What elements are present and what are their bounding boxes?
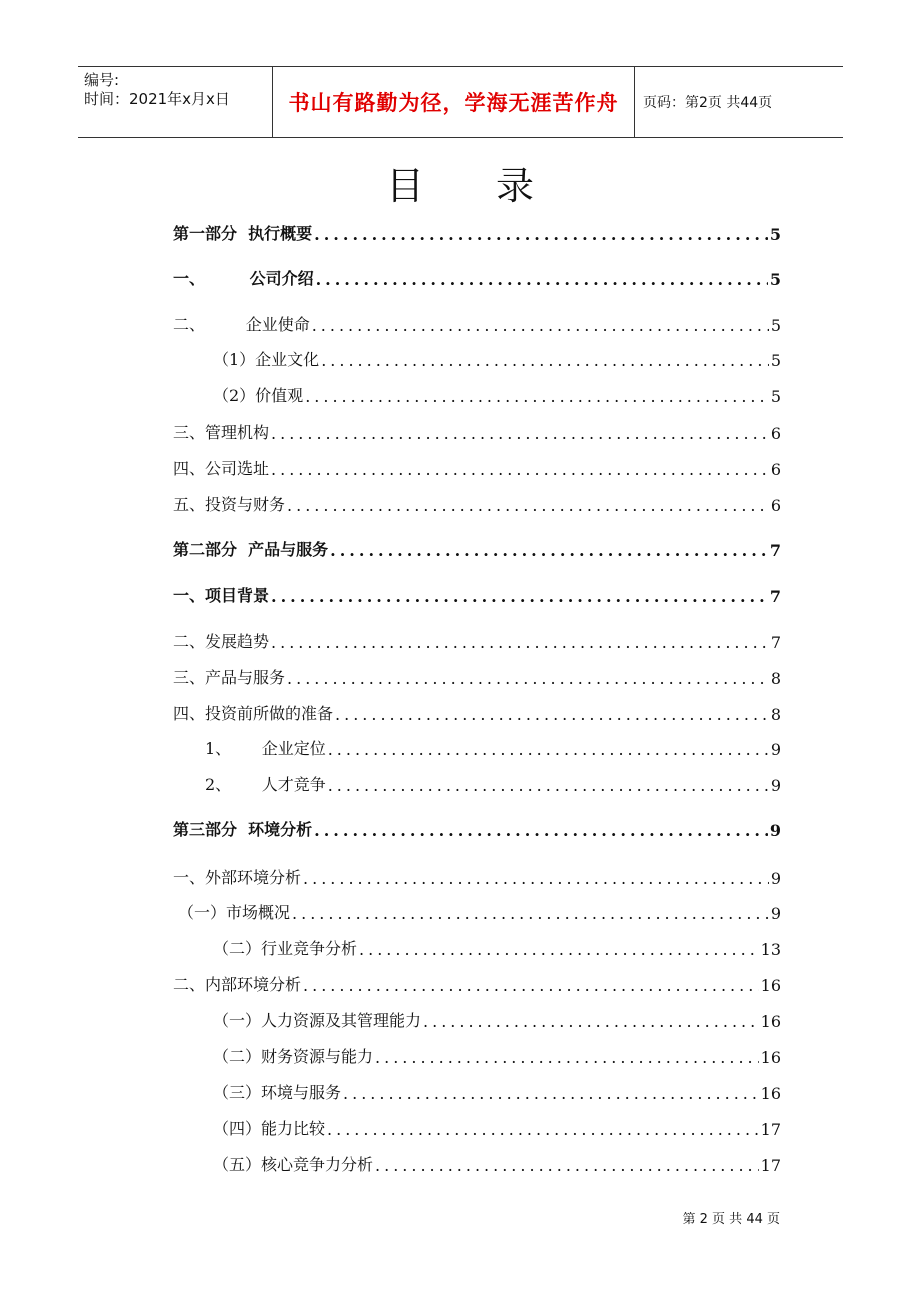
toc-entry-page: 16 (760, 1048, 781, 1067)
toc-entry[interactable] (213, 1115, 781, 1139)
toc-entry-label: 二、发展趋势 (173, 632, 270, 651)
toc-entry[interactable] (205, 735, 781, 759)
toc-entry[interactable] (173, 664, 781, 688)
toc-entry-page: 5 (770, 351, 781, 370)
toc-entry-page: 5 (769, 270, 781, 289)
toc-entry-page: 9 (770, 869, 781, 888)
header-page-label: 页码：第2页 共44页 (643, 95, 773, 111)
toc-entry-page: 16 (760, 1012, 781, 1031)
date-label: 时间：2021年x月x日 (84, 90, 230, 108)
toc-leader-dots (305, 387, 769, 406)
toc-entry-page: 9 (770, 776, 781, 795)
toc-leader-dots (271, 460, 769, 479)
toc-entry-label: （三）环境与服务 (213, 1083, 342, 1102)
toc-entry[interactable] (213, 1079, 781, 1103)
toc-entry-label: （一）人力资源及其管理能力 (213, 1011, 422, 1030)
toc-entry-page: 9 (769, 821, 781, 840)
number-label: 编号: (84, 71, 120, 89)
toc-entry-label: 第二部分 产品与服务 (173, 540, 329, 559)
toc-entry-label: （1）企业文化 (213, 350, 320, 369)
toc-entry[interactable] (173, 455, 781, 479)
toc-entry-label: 二、 企业使命 (173, 315, 310, 334)
toc-entry-label: 一、外部环境分析 (173, 868, 302, 887)
toc-leader-dots (303, 976, 759, 995)
toc-entry[interactable] (213, 935, 781, 959)
toc-entry-page: 16 (760, 976, 781, 995)
header-motto: 书山有路勤为径，学海无涯苦作舟 (273, 67, 635, 137)
toc-leader-dots (330, 541, 768, 560)
header-left-cell (78, 67, 273, 137)
toc-leader-dots (375, 1156, 759, 1175)
toc-entry[interactable] (173, 816, 781, 840)
toc-entry-page: 6 (770, 460, 781, 479)
toc-entry[interactable] (173, 628, 781, 652)
toc-leader-dots (343, 1084, 759, 1103)
toc-entry-label: 第三部分 环境分析 (173, 820, 313, 839)
toc-entry[interactable] (173, 536, 781, 560)
toc-entry[interactable] (213, 1007, 781, 1031)
toc-entry[interactable] (173, 971, 781, 995)
toc-entry[interactable] (173, 582, 781, 606)
toc-entry-page: 9 (770, 740, 781, 759)
toc-leader-dots (328, 740, 769, 759)
toc-leader-dots (359, 940, 759, 959)
page-header (78, 66, 843, 138)
toc-entry[interactable] (173, 700, 781, 724)
toc-entry-page: 6 (770, 424, 781, 443)
toc-entry-page: 8 (770, 705, 781, 724)
toc-entry[interactable] (173, 265, 781, 289)
toc-entry[interactable] (178, 899, 781, 923)
toc-leader-dots (316, 270, 768, 289)
toc-leader-dots (312, 316, 769, 335)
toc-entry-page: 16 (760, 1084, 781, 1103)
toc-entry[interactable] (173, 220, 781, 244)
toc-leader-dots (314, 821, 768, 840)
toc-entry[interactable] (205, 771, 781, 795)
toc-entry[interactable] (213, 1151, 781, 1175)
toc-leader-dots (328, 776, 769, 795)
toc-entry-label: 四、公司选址 (173, 459, 270, 478)
toc-entry-label: 第一部分 执行概要 (173, 224, 313, 243)
toc-entry-page: 7 (769, 587, 781, 606)
toc-entry-page: 6 (770, 496, 781, 515)
toc-leader-dots (271, 587, 768, 606)
toc-entry-page: 5 (770, 387, 781, 406)
toc-entry-label: 五、投资与财务 (173, 495, 286, 514)
toc-leader-dots (292, 904, 769, 923)
toc-entry-page: 17 (760, 1156, 781, 1175)
toc-entry[interactable] (173, 311, 781, 335)
toc-entry-label: （二）行业竞争分析 (213, 939, 358, 958)
toc-entry[interactable] (213, 1043, 781, 1067)
toc-entry-page: 17 (760, 1120, 781, 1139)
toc-leader-dots (314, 225, 768, 244)
toc-entry-page: 5 (769, 225, 781, 244)
toc-entry[interactable] (213, 382, 781, 406)
toc-entry-page: 7 (769, 541, 781, 560)
toc-entry[interactable] (173, 419, 781, 443)
toc-leader-dots (271, 633, 769, 652)
toc-entry-label: （2）价值观 (213, 386, 304, 405)
toc-entry-label: 三、管理机构 (173, 423, 270, 442)
toc-entry-page: 7 (770, 633, 781, 652)
toc-leader-dots (375, 1048, 759, 1067)
toc-entry-page: 8 (770, 669, 781, 688)
toc-entry-label: （四）能力比较 (213, 1119, 326, 1138)
toc-leader-dots (423, 1012, 759, 1031)
toc-leader-dots (287, 496, 769, 515)
toc-entry-label: 2、 人才竞争 (205, 775, 326, 794)
toc-entry[interactable] (173, 491, 781, 515)
toc-entry-page: 5 (770, 316, 781, 335)
page-title: 目 录 (385, 164, 565, 208)
toc-entry-label: （一）市场概况 (178, 903, 291, 922)
toc-entry[interactable] (213, 346, 781, 370)
toc-entry[interactable] (173, 864, 781, 888)
toc-entry-page: 9 (770, 904, 781, 923)
toc-leader-dots (287, 669, 769, 688)
page-footer: 第 2 页 共 44 页 (682, 1212, 780, 1227)
toc-leader-dots (327, 1120, 759, 1139)
toc-leader-dots (271, 424, 769, 443)
toc-entry-page: 13 (760, 940, 781, 959)
toc-entry-label: 一、 公司介绍 (173, 269, 314, 288)
toc-entry-label: 四、投资前所做的准备 (173, 704, 334, 723)
toc-entry-label: 一、项目背景 (173, 586, 270, 605)
toc-entry-label: （二）财务资源与能力 (213, 1047, 374, 1066)
toc-entry-label: 1、 企业定位 (205, 739, 326, 758)
toc-entry-label: 三、产品与服务 (173, 668, 286, 687)
toc-leader-dots (321, 351, 769, 370)
toc-entry-label: （五）核心竞争力分析 (213, 1155, 374, 1174)
toc-leader-dots (335, 705, 769, 724)
toc-leader-dots (303, 869, 769, 888)
toc-entry-label: 二、内部环境分析 (173, 975, 302, 994)
